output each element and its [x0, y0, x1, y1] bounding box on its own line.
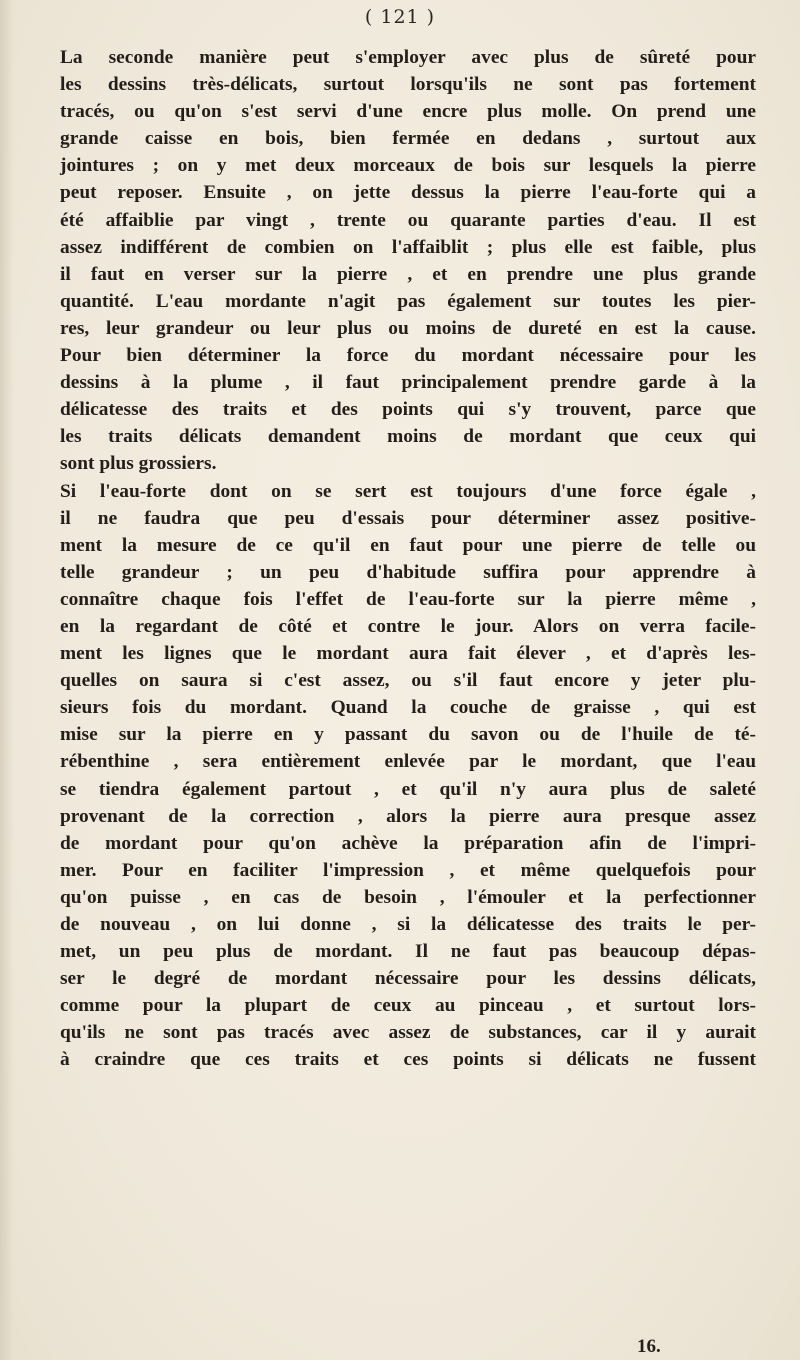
text-line: connaître chaque fois l'effet de l'eau-forte sur la pierre même ,	[60, 588, 756, 610]
text-line: de nouveau , on lui donne , si la délicatesse des traits le per-	[60, 914, 756, 935]
text-line: res, leur grandeur ou leur plus ou moins de dureté en est la cause.	[60, 317, 756, 339]
page-number: ( 121 )	[364, 6, 436, 28]
text-line: dessins à la plume , il faut principalement prendre garde à la	[60, 372, 756, 394]
signature-mark: 16.	[637, 1336, 661, 1357]
text-line: provenant de la correction , alors la pierre aura presque assez	[60, 805, 756, 827]
text-line: mer. Pour en faciliter l'impression , et même quelquefois pour	[60, 859, 756, 881]
text-line: il faut en verser sur la pierre , et en prendre une plus grande	[60, 263, 756, 285]
text-line: à craindre que ces traits et ces points si délicats ne fussent	[60, 1049, 756, 1071]
text-line: ser le degré de mordant nécessaire pour les dessins délicats,	[60, 968, 756, 990]
text-line: les traits délicats demandent moins de mordant que ceux qui	[60, 426, 756, 448]
text-line: quelles on saura si c'est assez, ou s'il faut encore y jeter plu-	[60, 670, 756, 692]
page-edge-shadow	[0, 0, 14, 1360]
text-line: sieurs fois du mordant. Quand la couche de graisse , qui est	[60, 697, 756, 719]
text-line: ment la mesure de ce qu'il en faut pour une pierre de telle ou	[60, 534, 756, 556]
text-line: sont plus grossiers.	[60, 453, 217, 475]
text-line: qu'ils ne sont pas tracés avec assez de substances, car il y aurait	[60, 1022, 756, 1044]
text-line: Si l'eau-forte dont on se sert est toujours d'une force égale ,	[60, 480, 756, 502]
text-line: délicatesse des traits et des points qui s'y trouvent, parce que	[60, 399, 756, 421]
text-line: se tiendra également partout , et qu'il n'y aura plus de saleté	[60, 778, 756, 800]
text-line: rébenthine , sera entièrement enlevée par le mordant, que l'eau	[60, 751, 756, 773]
text-line: de mordant pour qu'on achève la préparation afin de l'impri-	[60, 832, 756, 854]
text-line: peut reposer. Ensuite , on jette dessus la pierre l'eau-forte qui a	[60, 182, 756, 204]
text-line: ment les lignes que le mordant aura fait élever , et d'après les-	[60, 643, 756, 665]
text-line: quantité. L'eau mordante n'agit pas également sur toutes les pier-	[60, 290, 756, 312]
text-line: il ne faudra que peu d'essais pour déterminer assez positive-	[60, 507, 756, 529]
text-line: mise sur la pierre en y passant du savon ou de l'huile de té-	[60, 724, 756, 746]
body-text	[60, 44, 756, 1074]
text-line: La seconde manière peut s'employer avec plus de sûreté pour	[60, 47, 756, 68]
text-line: grande caisse en bois, bien fermée en dedans , surtout aux	[60, 128, 756, 150]
text-line: été affaiblie par vingt , trente ou quarante parties d'eau. Il est	[60, 209, 756, 231]
text-line: assez indifférent de combien on l'affaiblit ; plus elle est faible, plus	[60, 236, 756, 258]
text-line: les dessins très-délicats, surtout lorsqu'ils ne sont pas fortement	[60, 74, 756, 96]
text-line: qu'on puisse , en cas de besoin , l'émouler et la perfectionner	[60, 886, 756, 908]
text-line: comme pour la plupart de ceux au pinceau , et surtout lors-	[60, 995, 756, 1017]
text-line: tracés, ou qu'on s'est servi d'une encre plus molle. On prend une	[60, 101, 756, 123]
text-line: jointures ; on y met deux morceaux de bois sur lesquels la pierre	[60, 155, 756, 177]
text-line: Pour bien déterminer la force du mordant nécessaire pour les	[60, 345, 756, 367]
text-line: met, un peu plus de mordant. Il ne faut pas beaucoup dépas-	[60, 941, 756, 963]
text-line: en la regardant de côté et contre le jour. Alors on verra facile-	[60, 615, 756, 637]
text-line: telle grandeur ; un peu d'habitude suffira pour apprendre à	[60, 561, 756, 583]
